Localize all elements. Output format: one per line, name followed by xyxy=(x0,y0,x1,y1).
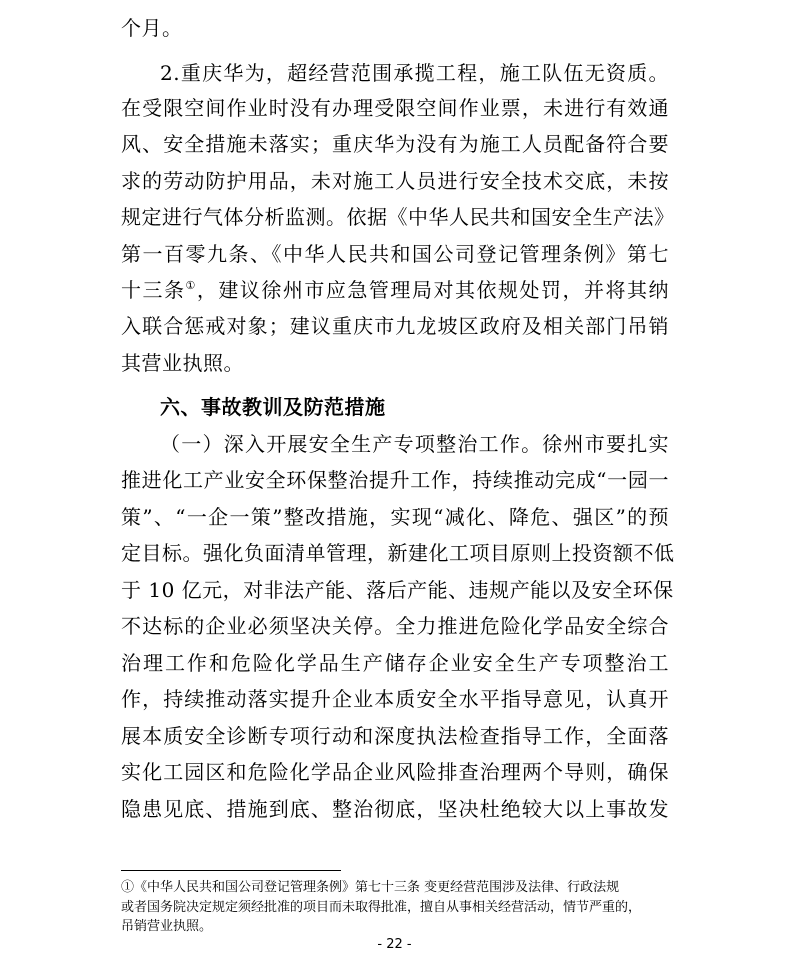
body-line-5: 求的劳动防护用品，未对施工人员进行安全技术交底，未按 xyxy=(121,169,669,193)
footnote-reference[interactable]: ① xyxy=(185,279,197,292)
section-heading: 六、事故教训及防范措施 xyxy=(160,395,386,419)
section-line-8: 作，持续推动落实提升企业本质安全水平指导意见，认真开 xyxy=(121,687,669,711)
page-number: - 22 - xyxy=(377,937,412,952)
section-line-6: 不达标的企业必须坚决关停。全力推进危险化学品安全综合 xyxy=(121,614,669,638)
section-line-10: 实化工园区和危险化学品企业风险排查治理两个导则，确保 xyxy=(121,760,669,784)
section-line-3: 策”、“一企一策”整改措施，实现“减化、降危、强区”的预 xyxy=(121,505,669,529)
body-line-1: 个月。 xyxy=(121,16,183,40)
body-line-9: 入联合惩戒对象；建议重庆市九龙坡区政府及相关部门吊销 xyxy=(121,314,669,338)
footnote-line-2: 或者国务院决定规定须经批准的项目而未取得批准，擅自从事相关经营活动，情节严重的， xyxy=(121,900,642,915)
section-line-1: （一）深入开展安全生产专项整治工作。徐州市要扎实 xyxy=(160,432,669,456)
body-line-4: 风、安全措施未落实；重庆华为没有为施工人员配备符合要 xyxy=(121,132,669,156)
section-line-4: 定目标。强化负面清单管理，新建化工项目原则上投资额不低 xyxy=(121,541,675,565)
footnote-line-3: 吊销营业执照。 xyxy=(121,919,213,934)
body-line-3: 在受限空间作业时没有办理受限空间作业票，未进行有效通 xyxy=(121,96,669,120)
body-line-10: 其营业执照。 xyxy=(121,351,244,375)
section-line-9: 展本质安全诊断专项行动和深度执法检查指导工作，全面落 xyxy=(121,724,669,748)
footnote-marker: ① xyxy=(121,880,135,895)
section-line-11: 隐患见底、措施到底、整治彻底，坚决杜绝较大以上事故发 xyxy=(121,797,669,821)
body-line-8-end: ，建议徐州市应急管理局对其依规处罚，并将其纳 xyxy=(196,278,669,302)
body-line-8-start: 十三条 xyxy=(121,278,186,302)
footnote-divider xyxy=(121,870,341,871)
footnote-text-1: 《中华人民共和国公司登记管理条例》第七十三条 变更经营范围涉及法律、行政法规 xyxy=(134,880,620,895)
section-line-7: 治理工作和危险化学品生产储存企业安全生产专项整治工 xyxy=(121,651,669,675)
section-line-2: 推进化工产业安全环保整治提升工作，持续推动完成“一园一 xyxy=(121,468,669,492)
footnote-line-1 xyxy=(121,878,669,898)
body-line-2: 2.重庆华为，超经营范围承揽工程，施工队伍无资质。 xyxy=(160,61,669,85)
body-line-6: 规定进行气体分析监测。依据《中华人民共和国安全生产法》 xyxy=(121,205,675,229)
body-line-8 xyxy=(121,276,669,304)
section-line-5: 于 10 亿元，对非法产能、落后产能、违规产能以及安全环保 xyxy=(121,578,674,602)
body-line-7: 第一百零九条、《中华人民共和国公司登记管理条例》第七 xyxy=(121,242,669,266)
